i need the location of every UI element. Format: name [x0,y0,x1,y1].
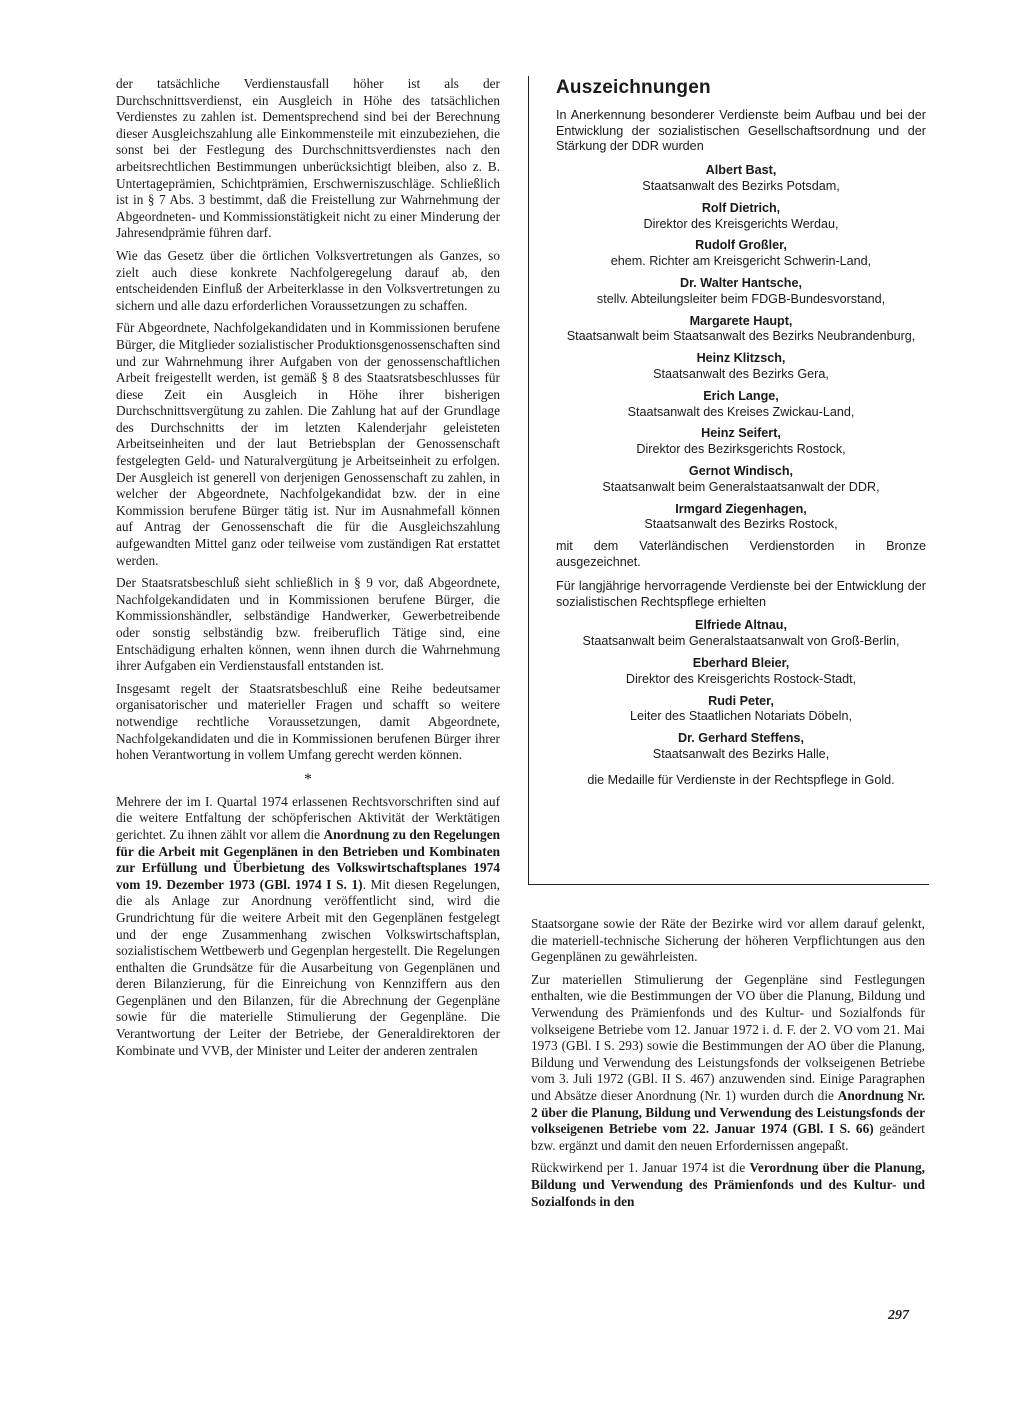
awardee [556,502,926,534]
awardee-title: Staatsanwalt beim Generalstaatsanwalt der DDR, [602,479,880,494]
legal-reference: Verordnung über die Planung, Bildung und Verwendung des Prämienfonds und des Kultur- und Sozialfonds in den [531,1160,926,1209]
paragraph [116,320,500,569]
awardee [556,731,926,763]
awardee [556,389,926,421]
awardee-title: Staatsanwalt des Bezirks Halle, [652,746,830,761]
awardee-name: Albert Bast, [705,163,777,178]
awardee-list-gold [556,618,926,762]
awardee-name: Eberhard Bleier, [692,655,790,670]
right-column-text [531,916,925,1216]
awardee-title: stellv. Abteilungsleiter beim FDGB-Bundesvorstand, [596,291,886,306]
awardee-name: Margarete Haupt, [689,313,793,328]
awardee-name: Elfriede Altnau, [695,618,787,633]
awardee [556,314,926,346]
awardee-title: Leiter des Staatlichen Notariats Döbeln, [630,709,852,724]
awardee-name: Rudi Peter, [708,693,774,708]
award-gold-text: die Medaille für Verdienste in der Rechtspflege in Gold. [587,772,895,787]
awardee [556,694,926,726]
awardee-title: Staatsanwalt beim Generalstaatsanwalt von Groß-Berlin, [582,634,900,649]
awardee-title: Direktor des Kreisgerichts Werdau, [643,216,839,231]
text-run: Insgesamt regelt der Staatsratsbeschluß eine Reihe bedeutsamer organisatorischer und materieller Fragen und schafft so weitere notwendige rechtliche Voraussetzungen, damit Abgeordnete, Nachfolgekandidaten und die in Kommissionen berufenen Bürger ihrer hohen Verantwortung in vollem Umfang gerecht werden können. [116,680,500,763]
awardee-name: Heinz Klitzsch, [696,351,786,366]
awards-intro-2: Für langjährige hervorragende Verdienste bei der Entwicklung der sozialistischen Rechtspflege erhielten [556,578,926,609]
awardee-name: Irmgard Ziegenhagen, [675,501,807,516]
awards-box [528,76,929,885]
page-number: 297 [888,1308,909,1323]
left-paragraphs [116,76,500,764]
text-run: der tatsächliche Verdienstausfall höher ist als der Durchschnittsverdienst, ein Ausgleich in Höhe des tatsächlichen Verdienstes zu zahlen ist. Dementsprechend sind bei der Berechnung dieser Ausgleichszahlung alle Einkommensteile mit einzubeziehen, die sonst bei der Festlegung des Durchschnittsverdienstes nach den arbeitsrechtlichen Bestimmungen unberücksichtigt bleiben, also z. B. Untertageprämien, Schichtprämien, Erschwerniszuschläge. Schließlich ist in § 7 Abs. 3 bestimmt, daß die Freistellung zur Wahrnehmung der Abgeordneten- und Kommissionstätigkeit nicht zu einer Minderung der Jahresendprämie führen darf. [116,76,500,241]
awardee-name: Dr. Walter Hantsche, [679,275,802,290]
section-separator: * [304,770,312,788]
awardee-title: ehem. Richter am Kreisgericht Schwerin-Land, [610,254,872,269]
awardee [556,351,926,383]
text-run: Rückwirkend per 1. Januar 1974 ist die [531,1160,750,1176]
awardee [556,276,926,308]
awardee-title: Direktor des Kreisgerichts Rostock-Stadt, [625,671,857,686]
paragraph [531,972,925,1155]
awardee-title: Staatsanwalt des Bezirks Rostock, [644,517,838,532]
paragraph [116,681,500,764]
left-column [116,76,500,1065]
paragraph [116,248,500,314]
awardee-title: Staatsanwalt des Bezirks Potsdam, [642,178,840,193]
text-run: geändert bzw. ergänzt und damit den neuen Erfordernissen angepaßt. [531,1121,925,1153]
text-run: Wie das Gesetz über die örtlichen Volksvertretungen als Ganzes, so zielt auch diese konkrete Nachfolgeregelung darauf ab, den entscheidenden Einfluß der Arbeiterklasse in den Volksvertretungen zu sichern und alle dazu erforderlichen Voraussetzungen zu schaffen. [116,247,500,313]
paragraph [116,794,500,1060]
award-bronze-text: mit dem Vaterländischen Verdienstorden in Bronze ausgezeichnet. [556,539,926,569]
awardee [556,238,926,270]
paragraph [116,575,500,675]
awardee [556,618,926,650]
text-run: . Mit diesen Regelungen, die als Anlage zur Anordnung veröffentlicht sind, wird die Grundrichtung für die weitere Arbeit mit den Gegenplänen festgelegt und der enge Zusammenhang zwischen Volkswirtschaftsplan, sozialistischem Wettbewerb und Gegenplan hergestellt. Die Regelungen enthalten die Grundsätze für die Ausarbeitung von Gegenplänen und deren Bilanzierung, für die Einreichung von Kennziffern aus den Gegenplänen und den Bilanzen, für die Abrechnung der Gegenpläne sowie für die materielle Stimulierung der Gegenpläne. Die Verantwortung der Leiter der Betriebe, der Generaldirektoren der Kombinate und VVB, der Minister und Leiter der anderen zentralen [116,876,500,1058]
paragraph [531,1160,925,1210]
awardee-list-bronze [556,163,926,533]
right-paragraphs [531,916,925,1210]
text-run: Für Abgeordnete, Nachfolgekandidaten und in Kommissionen berufene Bürger, die Mitglieder sozialistischer Produktionsgenossenschaften sind und zur Wahrnehmung ihrer Aufgaben von der genossenschaftlichen Arbeit freigestellt werden, ist gemäß § 8 des Staatsratsbeschlusses für diese Zeit ein Ausgleich in Höhe ihrer bisherigen Durchschnittsvergütung zu zahlen. Die Zahlung hat auf der Grundlage des Durchschnitts der im letzten Kalenderjahr geleisteten Arbeitseinheiten und der laut Betriebsplan der Genossenschaft festgelegten Geld- und Naturalvergütung je Arbeitseinheit zu erfolgen. Der Ausgleich ist generell von derjenigen Genossenschaft zu zahlen, in welcher der Abgeordnete, Nachfolgekandidat bzw. der in eine Kommission berufene Bürger tätig ist. Nur im Ausnahmefall können auf Antrag der Genossenschaft die für die Ausgleichszahlung aufgewandten Mittel ganz oder teilweise vom zuständigen Rat erstattet werden. [116,320,500,568]
awardee [556,656,926,688]
awardee-title: Direktor des Bezirksgerichts Rostock, [636,442,846,457]
awardee-name: Dr. Gerhard Steffens, [678,731,804,746]
awardee [556,464,926,496]
awardee-title: Staatsanwalt des Bezirks Gera, [653,366,829,381]
awardee-name: Erich Lange, [703,388,779,403]
text-run: Zur materiellen Stimulierung der Gegenpläne sind Festlegungen enthalten, wie die Bestimmungen der VO über die Planung, Bildung und Verwendung des Prämienfonds und des Kultur- und Sozialfonds für volkseigene Betriebe vom 12. Januar 1972 i. d. F. der 2. VO vom 21. Mai 1973 (GBl. I S. 293) sowie die Bestimmungen der AO über die Planung, Bildung und Verwendung des Leistungsfonds der volkseigenen Betriebe vom 3. Juli 1972 (GBl. II S. 467) anzuwenden sind. Einige Paragraphen und Absätze dieser Anordnung (Nr. 1) wurden durch die [531,971,925,1103]
left-paragraphs-after [116,794,500,1060]
awardee-name: Rolf Dietrich, [701,200,781,215]
awardee [556,163,926,195]
text-run: Staatsorgane sowie der Räte der Bezirke wird vor allem darauf gelenkt, die materiell-technische Sicherung der höheren Verpflichtungen aus den Gegenplänen zu gewährleisten. [531,916,925,965]
awardee-title: Staatsanwalt des Kreises Zwickau-Land, [627,404,855,419]
legal-reference: Anordnung zu den Regelungen für die Arbeit mit Gegenplänen in den Betrieben und Kombinaten zur Erfüllung und Überbietung des Volkswirtschaftsplanes 1974 vom 19. Dezember 1973 (GBl. 1974 I S. 1) [116,826,500,892]
awardee-name: Rudolf Großler, [695,238,787,253]
awardee-name: Gernot Windisch, [688,463,794,478]
text-run: Mehrere der im I. Quartal 1974 erlassenen Rechtsvorschriften sind auf die weitere Entfaltung der schöpferischen Aktivität der Werktätigen gerichtet. Zu ihnen zählt vor allem die [116,793,500,842]
awards-intro: In Anerkennung besonderer Verdienste beim Aufbau und bei der Entwicklung der sozialistischen Gesellschaftsordnung und der Stärkung der DDR wurden [556,107,926,154]
awardee-name: Heinz Seifert, [701,426,781,441]
paragraph [116,76,500,242]
legal-reference: Anordnung Nr. 2 über die Planung, Bildung und Verwendung des Leistungsfonds der volkseigenen Betriebe vom 22. Januar 1974 (GBl. I S. 66) [531,1087,925,1137]
awardee [556,426,926,458]
paragraph [531,916,925,966]
awards-heading: Auszeichnungen [556,77,711,98]
awardee-title: Staatsanwalt beim Staatsanwalt des Bezirks Neubrandenburg, [566,329,916,344]
text-run: Der Staatsratsbeschluß sieht schließlich in § 9 vor, daß Abgeordnete, Nachfolgekandidaten und in Kommissionen berufene Bürger, die Kommissionshändler, selbständige Handwerker, Gewerbetreibende oder sonstig selbständig bzw. freiberuflich Tätige sind, eine Entschädigung erhalten können, wenn ihnen durch die Wahrnehmung ihrer Aufgaben ein Verdienstausfall entstanden ist. [116,575,500,674]
awardee [556,201,926,233]
